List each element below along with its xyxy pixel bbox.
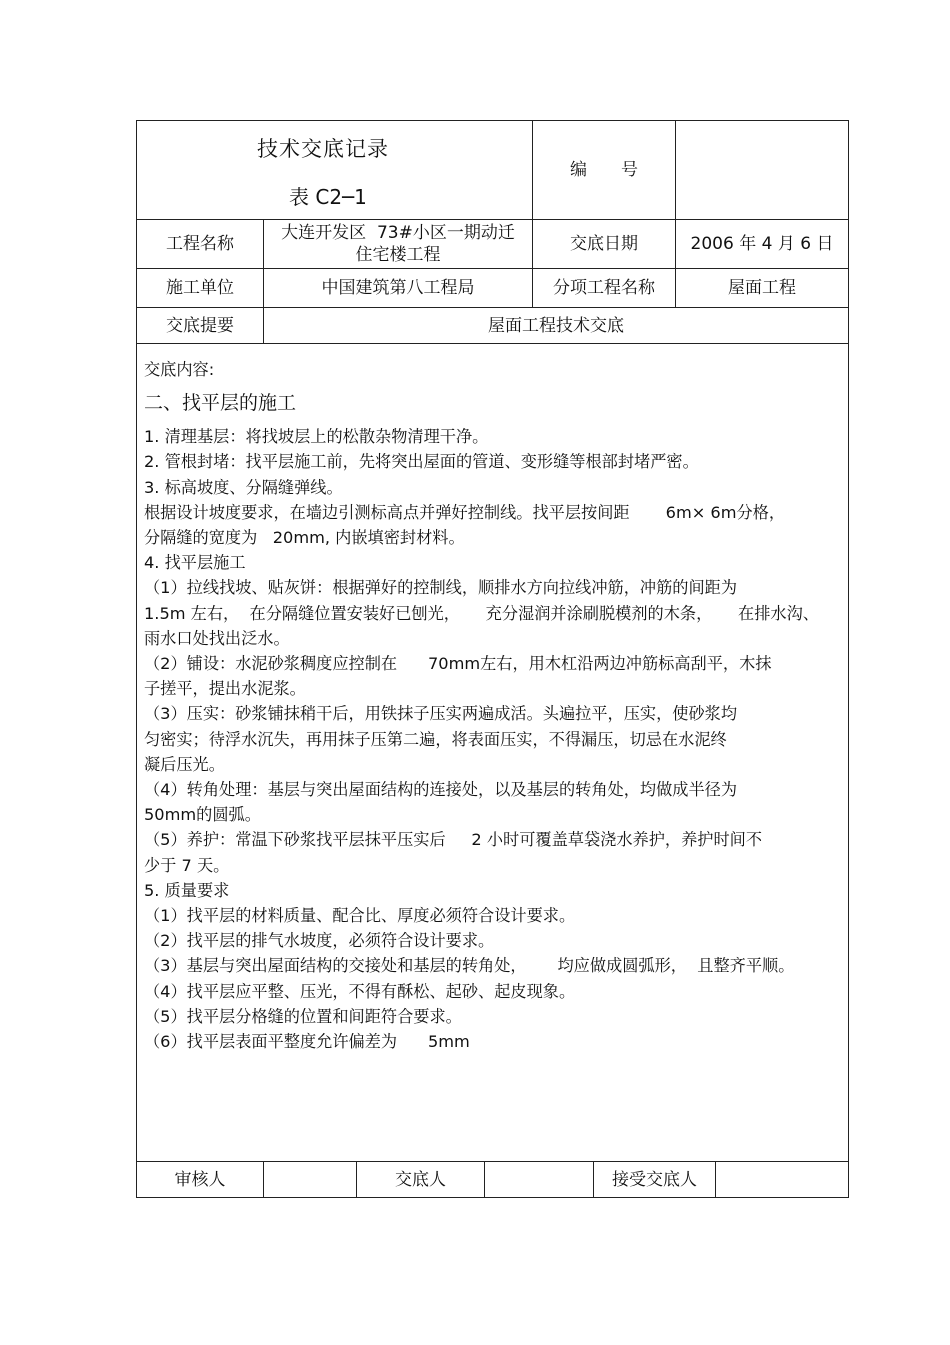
reviewer-label: 审核人 <box>174 1170 226 1190</box>
content-line: 2. 管根封堵：找平层施工前，先将突出屋面的管道、变形缝等根部封堵严密。 <box>144 452 699 472</box>
number-value <box>676 121 848 219</box>
disclosure-form <box>136 120 849 1198</box>
receiver-signature <box>716 1162 848 1198</box>
receiver-label: 接受交底人 <box>612 1170 697 1190</box>
discloser-signature <box>485 1162 593 1198</box>
content-line: 4. 找平层施工 <box>144 553 246 573</box>
summary-label: 交底提要 <box>166 315 234 336</box>
content-line: 凝后压光。 <box>144 754 225 774</box>
construction-unit-value: 中国建筑第八工程局 <box>321 278 475 298</box>
summary-value: 屋面工程技术交底 <box>488 315 624 336</box>
project-name-label: 工程名称 <box>166 234 234 254</box>
content-intro: 交底内容: <box>144 360 215 379</box>
content-line: 3. 标高坡度、分隔缝弹线。 <box>144 477 343 497</box>
project-name-value <box>264 220 532 268</box>
row-divider <box>137 343 848 344</box>
content-line: （3）基层与突出屋面结构的交接处和基层的转角处， 均应做成圆弧形， 且整齐平顺。 <box>144 956 795 976</box>
content-line: 1. 清理基层：将找坡层上的松散杂物清理干净。 <box>144 427 489 447</box>
content-line: 少于 7 天。 <box>144 855 230 875</box>
content-line: （6）找平层表面平整度允许偏差为 5mm <box>144 1032 470 1052</box>
discloser-label: 交底人 <box>395 1170 446 1190</box>
project-name-line1: 大连开发区 73#小区一期动迁 <box>281 223 515 243</box>
date-label: 交底日期 <box>570 234 638 254</box>
content-line: 雨水口处找出泛水。 <box>144 628 290 648</box>
content-line: 匀密实；待浮水沉失，再用抹子压第二遍，将表面压实，不得漏压，切忌在水泥终 <box>144 729 727 749</box>
content-line: （4）转角处理：基层与突出屋面结构的连接处，以及基层的转角处，均做成半径为 <box>144 780 738 800</box>
disclosure-content <box>144 357 844 1054</box>
form-code: 表 C2─1 <box>289 185 367 209</box>
form-title: 技术交底记录 <box>257 137 389 161</box>
project-name-line2: 住宅楼工程 <box>355 245 441 265</box>
content-line: （2）铺设：水泥砂浆稠度应控制在 70mm左右，用木杠沿两边冲筋标高刮平，木抹 <box>144 654 772 674</box>
sub-project-label: 分项工程名称 <box>553 278 655 298</box>
content-line: 1.5m 左右， 在分隔缝位置安装好已刨光， 充分湿润并涂刷脱模剂的木条， 在排水沟、 <box>144 603 819 623</box>
construction-unit-label: 施工单位 <box>166 278 234 298</box>
content-line: （1）拉线找坡、贴灰饼：根据弹好的控制线，顺排水方向拉线冲筋，冲筋的间距为 <box>144 578 738 598</box>
content-line: 分隔缝的宽度为 20mm, 内嵌填密封材料。 <box>144 528 465 548</box>
content-line: （3）压实：砂浆铺抹稍干后，用铁抹子压实两遍成活。头遍拉平，压实，使砂浆均 <box>144 704 738 724</box>
sub-project-value: 屋面工程 <box>728 278 796 298</box>
reviewer-signature <box>264 1162 356 1198</box>
content-line: （2）找平层的排气水坡度，必须符合设计要求。 <box>144 931 495 951</box>
content-line: 5. 质量要求 <box>144 880 230 900</box>
content-line: （4）找平层应平整、压光，不得有酥松、起砂、起皮现象。 <box>144 981 576 1001</box>
date-value: 2006 年 4 月 6 日 <box>690 234 834 254</box>
content-line: 根据设计坡度要求，在墙边引测标高点并弹好控制线。找平层按间距 6m× 6m分格， <box>144 502 786 522</box>
content-line: 50mm的圆弧。 <box>144 805 261 825</box>
content-line: 子搓平，提出水泥浆。 <box>144 679 306 699</box>
number-label: 编 号 <box>570 160 638 180</box>
content-line: （1）找平层的材料质量、配合比、厚度必须符合设计要求。 <box>144 906 576 926</box>
content-line: （5）找平层分格缝的位置和间距符合要求。 <box>144 1006 462 1026</box>
content-line: （5）养护：常温下砂浆找平层抹平压实后 2 小时可覆盖草袋浇水养护，养护时间不 <box>144 830 763 850</box>
section-title: 二、找平层的施工 <box>144 392 297 415</box>
